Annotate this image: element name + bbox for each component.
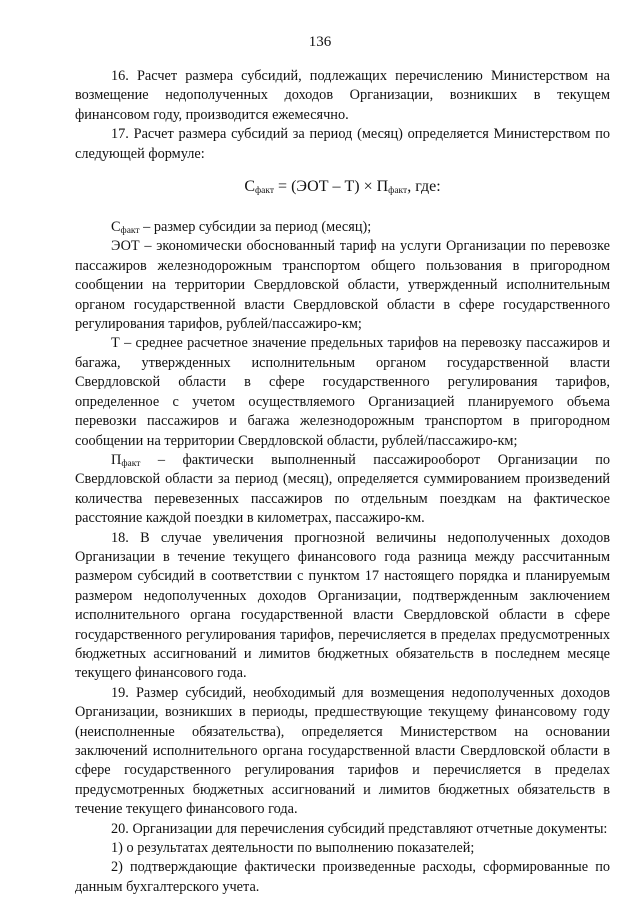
item-18: 18. В случае увеличения прогнозной величины недополученных доходов Организации в течение текущего финансового года разница между рассчитанным размером субсидий в соответствии с пунктом 17 настоящего порядка и планируемым размером недополученных доходов Организации, подтвержденным заключением исполнительного органа государственной власти Свердловской области в сфере государственного регулирования тарифов, перечисляется в пределах предусмотренных бюджетных ассигнований и лимитов бюджетных обязательств в последнем месяце текущего финансового года. [75, 529, 610, 682]
item-20-2: 2) подтверждающие фактически произведенные расходы, сформированные по данным бухгалтерского учета. [75, 859, 610, 895]
def-p-symbol: П [111, 451, 122, 468]
def-c-symbol: С [111, 219, 121, 236]
item-20-1: 1) о результатах деятельности по выполнению показателей; [111, 840, 475, 857]
def-p-subscript: факт [121, 458, 141, 469]
formula-tail: , где: [407, 178, 441, 196]
formula-lhs-subscript: факт [255, 186, 275, 197]
def-p-text: – фактически выполненный пассажирооборот Организации по Свердловской области за период (месяц), определяется суммированием произведений количества перевезенных пассажиров по отдельным поездкам на фактическое расстояние каждой поездки в километрах, пассажиро-км. [75, 451, 610, 527]
definition-c-fact [75, 218, 610, 237]
formula-lhs-symbol: С [244, 178, 256, 196]
formula-middle: = (ЭОТ – Т) × П [274, 178, 389, 196]
item-20: 20. Организации для перечисления субсидий представляют отчетные документы: [111, 820, 608, 837]
def-c-subscript: факт [120, 226, 140, 237]
document-body [75, 67, 610, 897]
page-number: 136 [308, 34, 332, 50]
item-16: 16. Расчет размера субсидий, подлежащих перечислению Министерством на возмещение недополученных доходов Организации, возникших в текущем финансовом году, производится ежемесячно. [75, 68, 610, 123]
definition-eot: ЭОТ – экономически обоснованный тариф на услуги Организации по перевозке пассажиров железнодорожным транспортом общего пользования в пригородном сообщении на территории Свердловской области, утвержденный исполнительным органом государственной власти Свердловской области в сфере государственного регулирования тарифов, рублей/пассажиро-км; [75, 238, 610, 333]
def-c-text: – размер субсидии за период (месяц); [139, 219, 372, 236]
item-17: 17. Расчет размера субсидий за период (месяц) определяется Министерством по следующей формуле: [75, 126, 610, 162]
formula-rhs-subscript: факт [388, 186, 408, 197]
subsidy-formula [75, 176, 610, 198]
definition-p-fact [75, 451, 610, 529]
item-19: 19. Размер субсидий, необходимый для возмещения недополученных доходов Организации, возникших в периоды, предшествующие текущему финансовому году (неисполненные обязательства), определяется Министерством на основании заключений исполнительного органа государственной власти Свердловской области в сфере государственного регулирования тарифов и перечисляется в пределах предусмотренных бюджетных ассигнований и лимитов бюджетных обязательств в течение текущего финансового года. [75, 684, 610, 818]
definition-t: Т – среднее расчетное значение предельных тарифов на перевозку пассажиров и багажа, утвержденных исполнительным органом государственной власти Свердловской области в сфере государственного регулирования тарифов, определенное с учетом осуществляемого Организацией планируемого объема перевозки пассажиров и багажа железнодорожным транспортом в пригородном сообщении на территории Свердловской области, рублей/пассажиро-км; [75, 335, 610, 449]
